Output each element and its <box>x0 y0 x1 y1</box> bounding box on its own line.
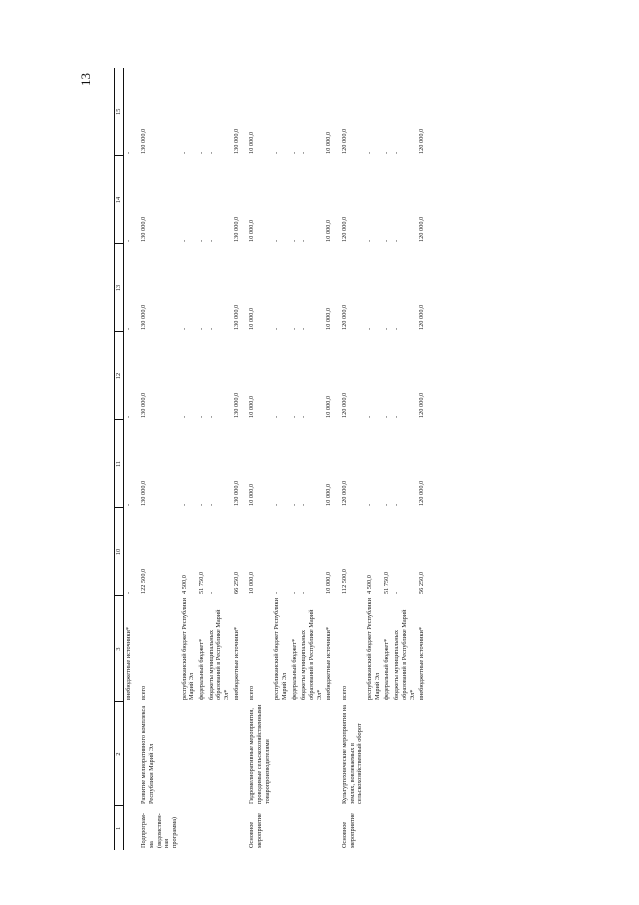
row-name-cell <box>272 702 289 806</box>
funding-source-cell: внебюджетные источники* <box>124 626 132 700</box>
row-type-cell: Основное мероприятие <box>341 813 356 848</box>
row-type-cell <box>272 806 289 850</box>
table-row <box>392 68 417 850</box>
value-cell: 10 000,0 <box>248 395 256 418</box>
value-cell: 10 000,0 <box>248 571 256 594</box>
value-cell: - <box>124 327 132 330</box>
value-cell: 10 000,0 <box>325 131 333 154</box>
value-cell: - <box>383 415 391 418</box>
table-row <box>365 68 382 850</box>
value-cell: - <box>198 151 206 154</box>
row-name-cell <box>232 702 242 806</box>
value-cell: 120 000,0 <box>341 304 349 330</box>
value-cell: 130 000,0 <box>140 216 148 242</box>
value-cell: - <box>198 503 206 506</box>
column-number-15: 15 <box>115 68 124 156</box>
funding-source-cell: федеральный бюджет* <box>383 638 391 700</box>
value-cell: 56 250,0 <box>418 571 426 594</box>
rotated-table-container <box>114 68 560 850</box>
value-cell: - <box>393 239 401 242</box>
row-type-cell <box>207 806 232 850</box>
column-number-12: 12 <box>115 332 124 420</box>
table-row <box>207 68 232 850</box>
value-cell: 112 500,0 <box>341 569 349 594</box>
column-number-1: 1 <box>115 806 124 850</box>
value-cell: - <box>300 591 308 594</box>
row-name-cell <box>382 702 392 806</box>
value-cell: - <box>198 327 206 330</box>
value-cell: - <box>273 327 281 330</box>
value-cell: - <box>198 239 206 242</box>
value-cell: - <box>366 327 374 330</box>
row-type-cell <box>417 806 427 850</box>
table-row <box>232 68 242 850</box>
value-cell: - <box>273 503 281 506</box>
value-cell: - <box>300 503 308 506</box>
table-row <box>272 68 289 850</box>
funding-source-cell: республиканский бюджет Республики Марий Эл <box>273 598 289 700</box>
row-type-cell <box>365 806 382 850</box>
row-name-cell <box>180 702 197 806</box>
value-cell: 120 000,0 <box>418 392 426 418</box>
value-cell: - <box>124 503 132 506</box>
value-cell: 10 000,0 <box>325 395 333 418</box>
value-cell: 120 000,0 <box>418 480 426 506</box>
value-cell: 130 000,0 <box>232 392 240 418</box>
value-cell: - <box>300 327 308 330</box>
value-cell: - <box>393 415 401 418</box>
row-name-cell <box>365 702 382 806</box>
value-cell: 4 500,0 <box>366 575 374 594</box>
value-cell: 120 000,0 <box>341 216 349 242</box>
value-cell: - <box>393 503 401 506</box>
value-cell: - <box>300 415 308 418</box>
value-cell: 130 000,0 <box>140 304 148 330</box>
table-row <box>417 68 427 850</box>
value-cell: - <box>273 415 281 418</box>
funding-source-cell: всего <box>341 685 349 700</box>
row-name-cell <box>324 702 334 806</box>
funding-table <box>114 68 427 850</box>
value-cell: - <box>393 151 401 154</box>
funding-source-cell: внебюджетные источники* <box>325 626 333 700</box>
value-cell: - <box>207 415 215 418</box>
value-cell: 130 000,0 <box>140 392 148 418</box>
page-number: 13 <box>78 73 93 86</box>
value-cell: 66 250,0 <box>232 571 240 594</box>
value-cell: - <box>383 239 391 242</box>
value-cell: - <box>383 503 391 506</box>
table-row <box>180 68 197 850</box>
column-number-row <box>115 68 124 850</box>
value-cell: - <box>393 591 401 594</box>
column-number-2: 2 <box>115 702 124 806</box>
value-cell: 130 000,0 <box>232 128 240 154</box>
value-cell: - <box>366 239 374 242</box>
table-body <box>123 68 427 850</box>
funding-source-cell: внебюджетные источники* <box>418 626 426 700</box>
table-row <box>299 68 324 850</box>
value-cell: 10 000,0 <box>248 219 256 242</box>
value-cell: 10 000,0 <box>325 219 333 242</box>
value-cell: - <box>207 239 215 242</box>
value-cell: - <box>273 239 281 242</box>
row-type-cell: Подпрограм-ма (ведомствен-ная программа) <box>140 813 179 848</box>
funding-source-cell: бюджеты муниципальных образований в Республике Марий Эл* <box>300 609 323 700</box>
value-cell: 120 000,0 <box>341 392 349 418</box>
value-cell: 10 000,0 <box>325 571 333 594</box>
column-number-10: 10 <box>115 508 124 596</box>
table-row <box>324 68 334 850</box>
column-number-14: 14 <box>115 156 124 244</box>
value-cell: - <box>124 151 132 154</box>
row-type-cell <box>382 806 392 850</box>
row-name-cell: Развитие мелиоративного комплекса Республики Марий Эл <box>140 705 156 804</box>
funding-source-cell: бюджеты муниципальных образований в Республике Марий Эл* <box>393 609 416 700</box>
value-cell: - <box>290 415 298 418</box>
value-cell: - <box>290 151 298 154</box>
funding-source-cell: внебюджетные источники* <box>232 626 240 700</box>
value-cell: - <box>383 327 391 330</box>
row-type-cell <box>324 806 334 850</box>
value-cell: - <box>124 591 132 594</box>
value-cell: 10 000,0 <box>325 483 333 506</box>
value-cell: - <box>273 591 281 594</box>
row-name-cell: Культуртехнические мероприятия на землях, вовлекаемых в сельскохозяйственный оборот <box>341 705 364 804</box>
value-cell: - <box>198 415 206 418</box>
value-cell: - <box>180 327 188 330</box>
column-number-11: 11 <box>115 420 124 508</box>
funding-source-cell: республиканский бюджет Республики Марий Эл <box>180 598 196 700</box>
row-type-cell <box>392 806 417 850</box>
row-type-cell <box>123 806 133 850</box>
row-type-cell <box>197 806 207 850</box>
value-cell: 120 000,0 <box>418 216 426 242</box>
value-cell: 130 000,0 <box>140 480 148 506</box>
value-cell: 130 000,0 <box>232 304 240 330</box>
value-cell: - <box>300 239 308 242</box>
table-row <box>197 68 207 850</box>
value-cell: - <box>300 151 308 154</box>
value-cell: - <box>366 151 374 154</box>
value-cell: 10 000,0 <box>325 307 333 330</box>
column-number-3: 3 <box>115 596 124 702</box>
value-cell: - <box>180 415 188 418</box>
value-cell: - <box>366 503 374 506</box>
row-name-cell <box>123 702 133 806</box>
value-cell: 122 500,0 <box>140 568 148 594</box>
value-cell: 130 000,0 <box>232 480 240 506</box>
value-cell: 120 000,0 <box>418 304 426 330</box>
funding-source-cell: республиканский бюджет Республики Марий Эл <box>366 598 381 700</box>
value-cell: 120 000,0 <box>418 128 426 154</box>
value-cell: 130 000,0 <box>232 216 240 242</box>
value-cell: - <box>393 327 401 330</box>
value-cell: - <box>207 503 215 506</box>
funding-source-cell: всего <box>248 685 256 700</box>
value-cell: - <box>290 591 298 594</box>
value-cell: 51 750,0 <box>198 571 206 594</box>
value-cell: 51 750,0 <box>383 571 391 594</box>
value-cell: 120 000,0 <box>341 480 349 506</box>
row-type-cell <box>232 806 242 850</box>
funding-source-cell: всего <box>140 685 148 700</box>
value-cell: - <box>290 239 298 242</box>
row-type-cell: Основное мероприятие <box>248 813 264 848</box>
row-type-cell <box>180 806 197 850</box>
funding-source-cell: бюджеты муниципальных образований в Республике Марий Эл* <box>207 609 231 700</box>
row-name-cell <box>197 702 207 806</box>
value-cell: - <box>207 151 215 154</box>
value-cell: 4 500,0 <box>180 575 188 594</box>
row-type-cell <box>290 806 300 850</box>
value-cell: - <box>180 239 188 242</box>
value-cell: - <box>124 415 132 418</box>
table-row <box>139 68 179 850</box>
table-row <box>340 68 365 850</box>
value-cell: 10 000,0 <box>248 131 256 154</box>
table-row <box>123 68 133 850</box>
value-cell: - <box>207 327 215 330</box>
row-name-cell <box>392 702 417 806</box>
value-cell: - <box>383 151 391 154</box>
value-cell: - <box>366 415 374 418</box>
column-number-13: 13 <box>115 244 124 332</box>
value-cell: 120 000,0 <box>341 128 349 154</box>
funding-source-cell: федеральный бюджет* <box>290 638 298 700</box>
value-cell: - <box>207 591 215 594</box>
table-row <box>290 68 300 850</box>
value-cell: - <box>180 151 188 154</box>
value-cell: - <box>273 151 281 154</box>
row-name-cell <box>290 702 300 806</box>
value-cell: - <box>124 239 132 242</box>
row-name-cell <box>299 702 324 806</box>
funding-source-cell: федеральный бюджет* <box>198 638 206 700</box>
table-row <box>382 68 392 850</box>
row-name-cell: Гидромелиоративные мероприятия, проводимые сельскохозяйственными товаропроизводителями <box>248 704 271 804</box>
row-type-cell <box>299 806 324 850</box>
row-name-cell <box>417 702 427 806</box>
row-name-cell <box>207 702 232 806</box>
value-cell: - <box>290 503 298 506</box>
value-cell: - <box>290 327 298 330</box>
value-cell: 10 000,0 <box>248 483 256 506</box>
value-cell: - <box>180 503 188 506</box>
table-row <box>247 68 272 850</box>
value-cell: 130 000,0 <box>140 128 148 154</box>
value-cell: 10 000,0 <box>248 307 256 330</box>
